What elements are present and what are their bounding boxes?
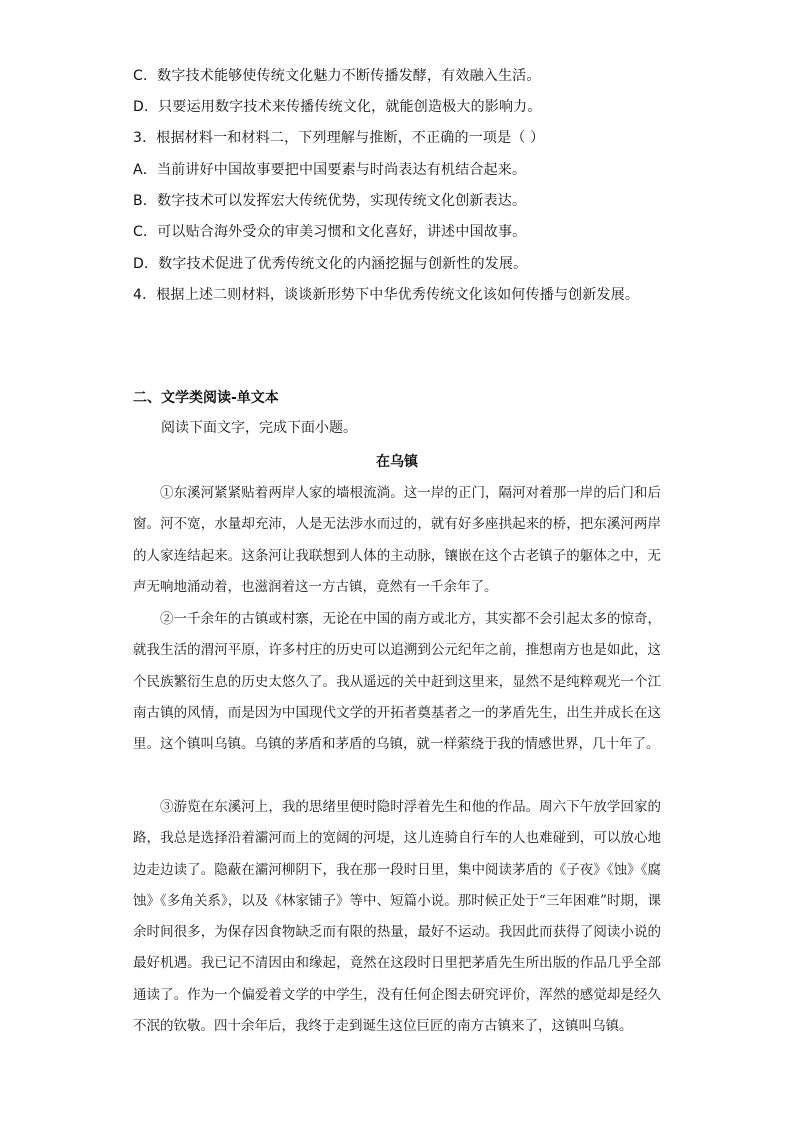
- story-paragraph-1: ①东溪河紧紧贴着两岸人家的墙根流淌。这一岸的正门，隔河对着那一岸的后门和后窗。河不宽，水量却充沛，人是无法涉水而过的，就有好多座拱起来的桥，把东溪河两岸的人家连结起来。这条河让我联想到人体的主动脉，镶嵌在这个古老镇子的躯体之中，无声无响地涌动着，也滋润着这一方古镇，竟然有一千余年了。: [133, 485, 661, 595]
- section-heading: 二、文学类阅读-单文本: [133, 390, 279, 406]
- q3-option-c: C．可以贴合海外受众的审美习惯和文化喜好，讲述中国故事。: [133, 224, 527, 240]
- story-title: 在乌镇: [376, 454, 418, 470]
- q3-option-a: A．当前讲好中国故事要把中国要素与时尚表达有机结合起来。: [133, 162, 527, 178]
- question-3-stem: 3．根据材料一和材料二，下列理解与推断，不正确的一项是（ ）: [133, 130, 545, 146]
- story-paragraph-3: ③游览在东溪河上，我的思绪里便时隐时浮着先生和他的作品。周六下午放学回家的路，我总是选择沿着灞河而上的宽阔的河堤，这儿连骑自行车的人也难碰到，可以放心地边走边读了。隐蔽在灞河柳阴下，我在那一段时日里，集中阅读茅盾的《子夜》《蚀》《腐蚀》《多角关系》，以及《林家铺子》等中、短篇小说。那时候正处于“三年困难”时期，课余时间很多，为保存因食物缺乏而有限的热量，最好不运动。我因此而获得了阅读小说的最好机遇。我已记不清因由和缘起，竟然在这段时日里把茅盾先生所出版的作品几乎全部通读了。作为一个偏爱着文学的中学生，没有任何企图去研究评价，浑然的感觉却是经久不泯的钦敬。四十余年后，我终于走到诞生这位巨匠的南方古镇来了，这镇叫乌镇。: [133, 799, 661, 1035]
- question-4-stem: 4．根据上述二则材料，谈谈新形势下中华优秀传统文化该如何传播与创新发展。: [133, 287, 640, 303]
- story-paragraph-2: ②一千余年的古镇或村寨，无论在中国的南方或北方，其实都不会引起太多的惊奇，就我生活的渭河平原，许多村庄的历史可以追溯到公元纪年之前，推想南方也是如此，这个民族繁衍生息的历史太悠久了。我从遥远的关中赶到这里来，显然不是纯粹观光一个江南古镇的风情，而是因为中国现代文学的开拓者奠基者之一的茅盾先生，出生并成长在这里。这个镇叫乌镇。乌镇的茅盾和茅盾的乌镇，就一样萦绕于我的情感世界，几十年了。: [133, 611, 661, 753]
- q3-option-d: D．数字技术促进了优秀传统文化的内涵挖掘与创新性的发展。: [133, 256, 528, 272]
- reading-instruction: 阅读下面文字，完成下面小题。: [161, 420, 357, 436]
- q3-option-b: B．数字技术可以发挥宏大传统优势，实现传统文化创新表达。: [133, 193, 527, 209]
- q2-option-d: D．只要运用数字技术来传播传统文化，就能创造极大的影响力。: [133, 99, 542, 115]
- q2-option-c: C．数字技术能够使传统文化魅力不断传播发酵，有效融入生活。: [133, 68, 541, 84]
